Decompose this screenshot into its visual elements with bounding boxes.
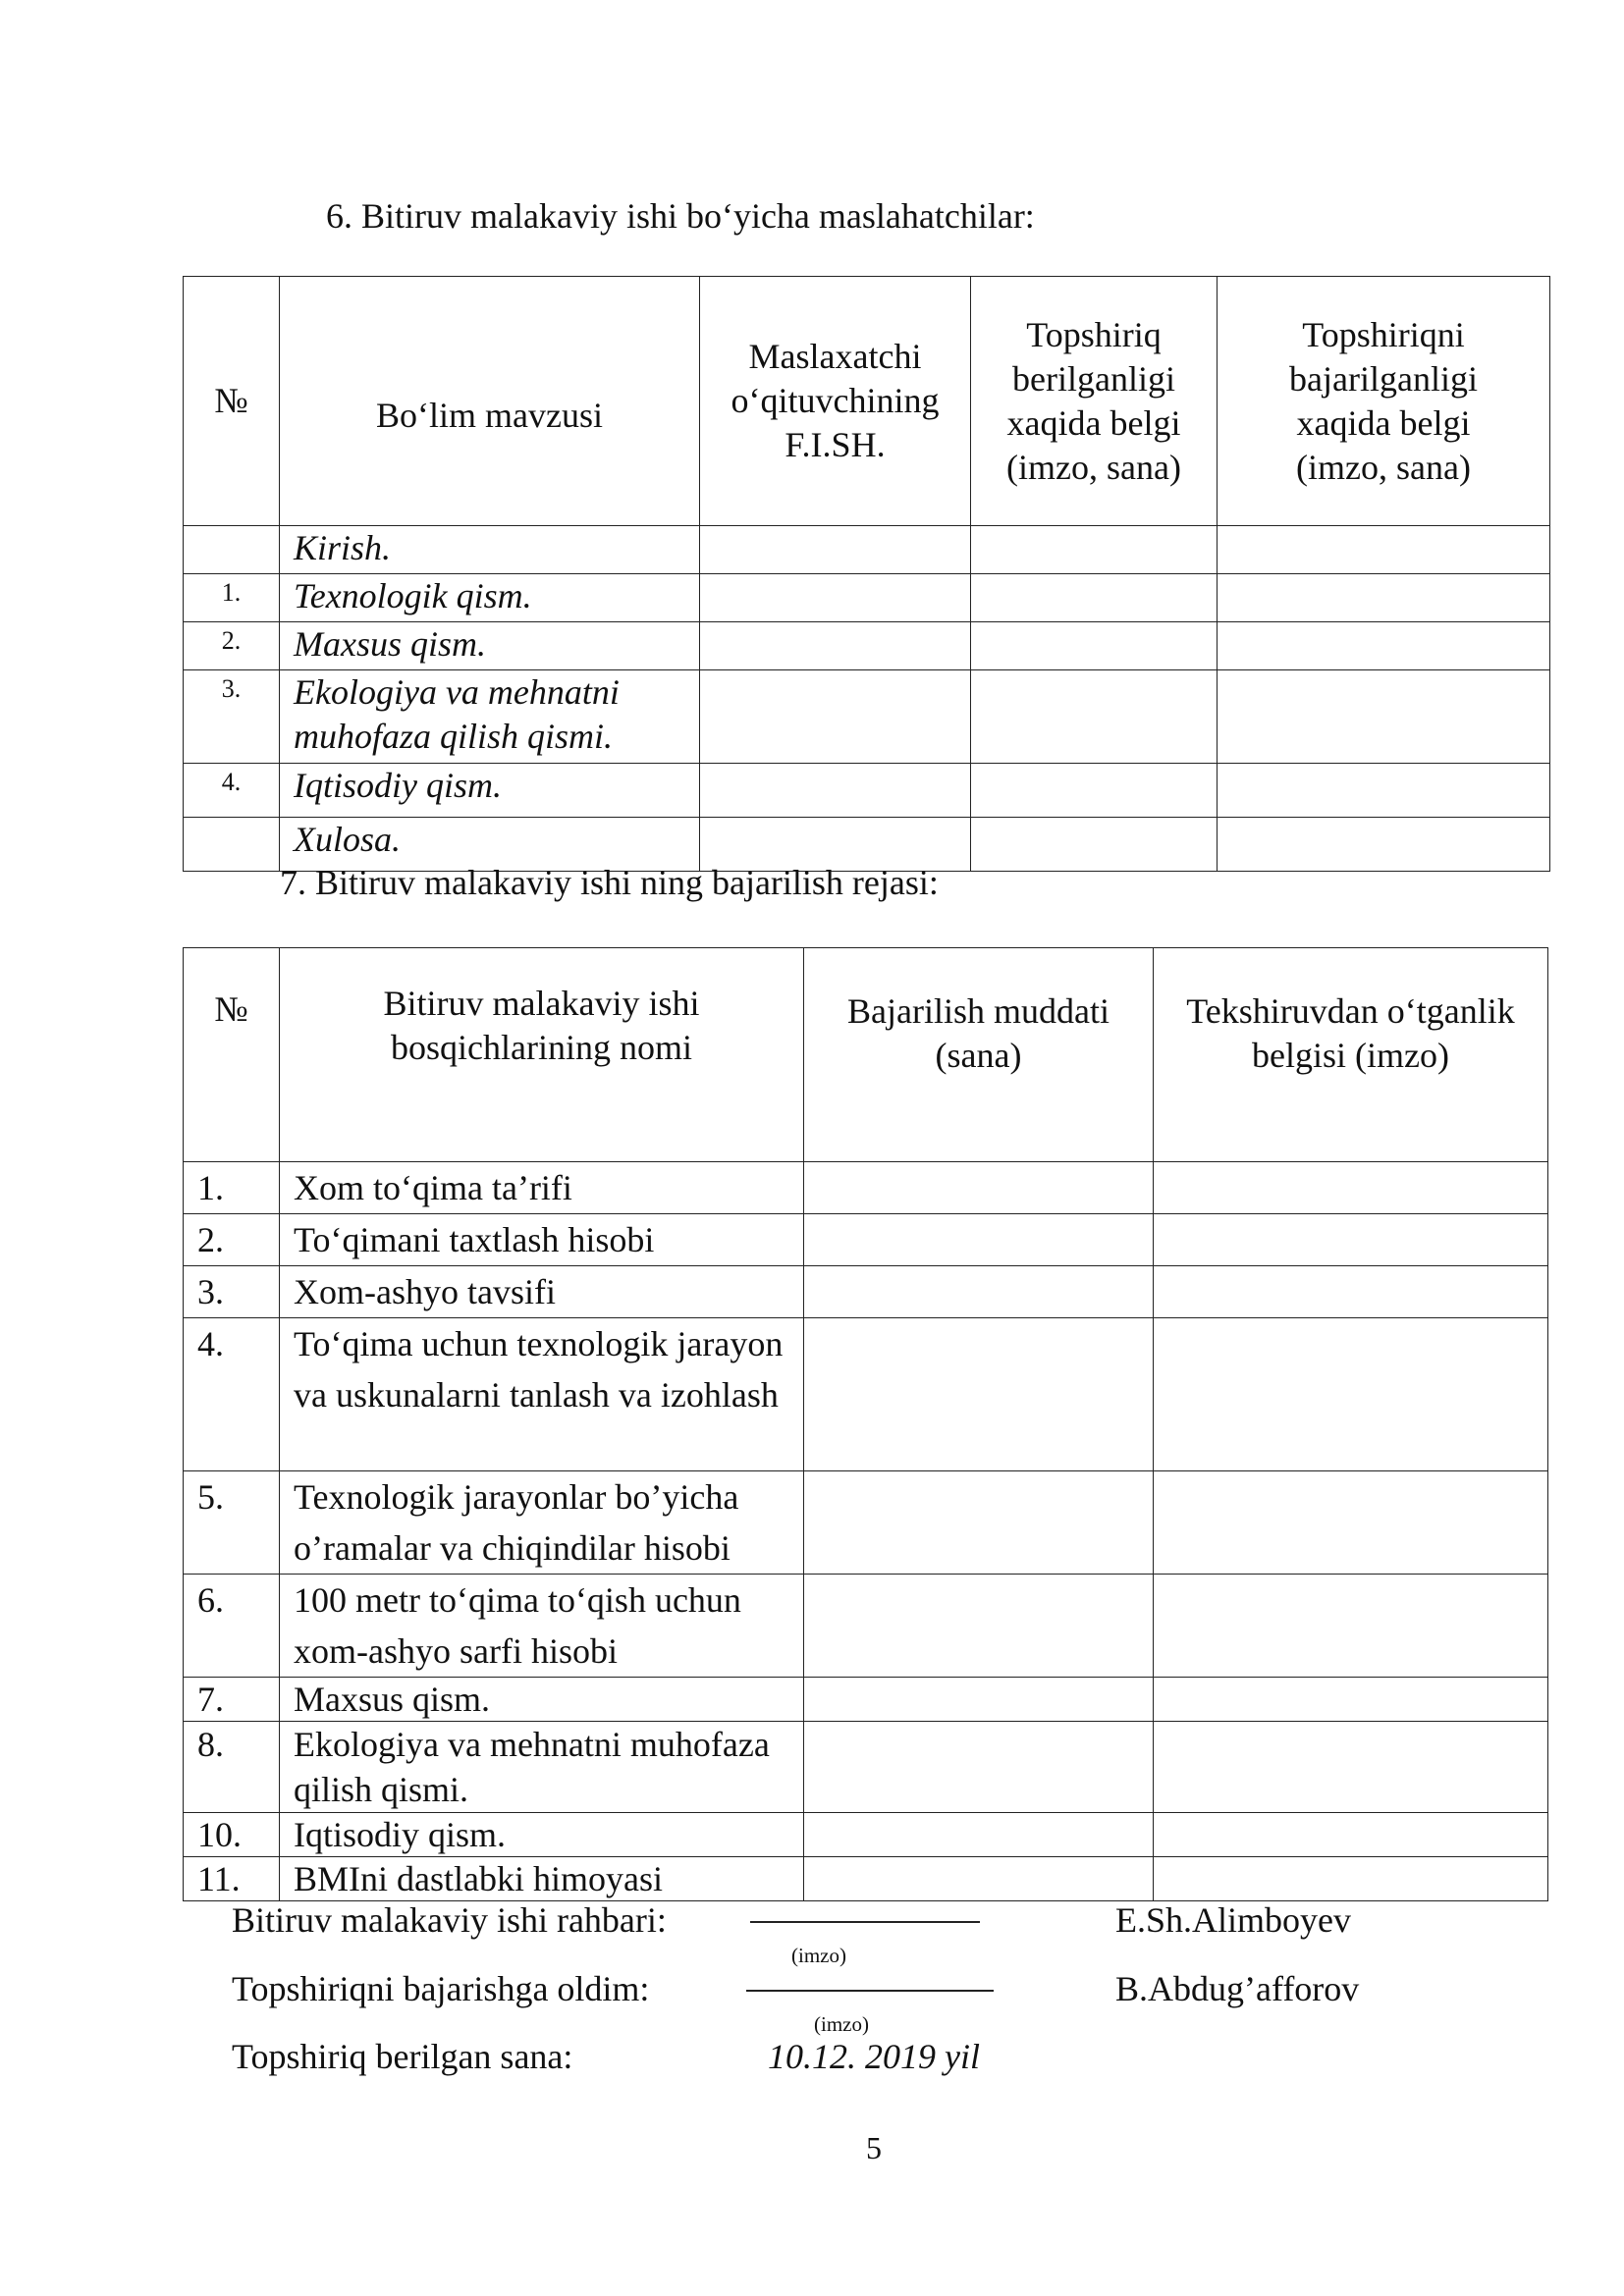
row-number: 3.: [184, 1266, 280, 1318]
table-row: [184, 526, 1550, 574]
row-number: 2.: [184, 622, 280, 670]
completed-cell: [1218, 818, 1550, 872]
row-stage: To‘qimani taxtlash hisobi: [280, 1214, 804, 1266]
table-row: [184, 1857, 1548, 1901]
deadline-cell: [804, 1214, 1154, 1266]
row-stage: Ekologiya va mehnatni muhofaza qilish qismi.: [280, 1722, 804, 1813]
check-cell: [1154, 1214, 1548, 1266]
table-row: [184, 1214, 1548, 1266]
deadline-cell: [804, 1722, 1154, 1813]
advisor-cell: [700, 670, 971, 764]
row-number: 11.: [184, 1857, 280, 1901]
table-row: [184, 622, 1550, 670]
row-topic: Maxsus qism.: [280, 622, 700, 670]
table-row: [184, 1162, 1548, 1214]
row-number: 10.: [184, 1813, 280, 1857]
completed-cell: [1218, 764, 1550, 818]
row-stage: To‘qima uchun texnologik jarayon va uskunalarni tanlash va izohlash: [280, 1318, 804, 1471]
table-row: [184, 1318, 1548, 1471]
completed-cell: [1218, 670, 1550, 764]
col-header-check: Tekshiruvdan o‘tganlik belgisi (imzo): [1154, 948, 1548, 1162]
assigned-cell: [971, 764, 1218, 818]
schedule-table: [183, 947, 1548, 1901]
col-header-assigned: Topshiriq berilganligi xaqida belgi (imzo, sana): [971, 277, 1218, 526]
table-row: [184, 1722, 1548, 1813]
row-number: 4.: [184, 764, 280, 818]
date-value: 10.12. 2019 yil: [768, 2037, 980, 2076]
row-stage: Texnologik jarayonlar bo’yicha o’ramalar va chiqindilar hisobi: [280, 1471, 804, 1575]
row-topic: Iqtisodiy qism.: [280, 764, 700, 818]
advisor-cell: [700, 622, 971, 670]
table-row: [184, 1471, 1548, 1575]
table-row: [184, 670, 1550, 764]
deadline-cell: [804, 1813, 1154, 1857]
check-cell: [1154, 1318, 1548, 1471]
accepted-signature-line: [746, 1990, 994, 1992]
accepted-signature-caption: (imzo): [814, 2012, 869, 2036]
row-number: 3.: [184, 670, 280, 764]
advisor-cell: [700, 764, 971, 818]
row-stage: 100 metr to‘qima to‘qish uchun xom-ashyo sarfi hisobi: [280, 1575, 804, 1678]
accepted-name: B.Abdug’afforov: [1115, 1969, 1360, 2008]
assigned-cell: [971, 574, 1218, 622]
page-number: 5: [866, 2130, 882, 2165]
row-topic: Xulosa.: [280, 818, 700, 872]
check-cell: [1154, 1471, 1548, 1575]
row-stage: Iqtisodiy qism.: [280, 1813, 804, 1857]
table-row: [184, 764, 1550, 818]
supervisor-signature-line: [750, 1921, 980, 1923]
deadline-cell: [804, 1471, 1154, 1575]
table-row: [184, 1575, 1548, 1678]
advisor-cell: [700, 526, 971, 574]
check-cell: [1154, 1722, 1548, 1813]
row-stage: BMIni dastlabki himoyasi: [280, 1857, 804, 1901]
supervisor-signature-caption: (imzo): [791, 1944, 846, 1967]
supervisor-name: E.Sh.Alimboyev: [1115, 1900, 1351, 1940]
deadline-cell: [804, 1266, 1154, 1318]
row-number: [184, 526, 280, 574]
check-cell: [1154, 1678, 1548, 1722]
check-cell: [1154, 1813, 1548, 1857]
advisors-table: [183, 276, 1550, 872]
assigned-cell: [971, 622, 1218, 670]
row-number: 7.: [184, 1678, 280, 1722]
row-stage: Xom-ashyo tavsifi: [280, 1266, 804, 1318]
row-number: [184, 818, 280, 872]
table-row: [184, 574, 1550, 622]
completed-cell: [1218, 526, 1550, 574]
table-row: [184, 1678, 1548, 1722]
table-row: [184, 1813, 1548, 1857]
col-header-deadline: Bajarilish muddati (sana): [804, 948, 1154, 1162]
col-header-advisor: Maslaxatchi o‘qituvchining F.I.SH.: [700, 277, 971, 526]
check-cell: [1154, 1162, 1548, 1214]
section-6-heading: 6. Bitiruv malakaviy ishi bo‘yicha maslahatchilar:: [326, 196, 1035, 236]
check-cell: [1154, 1575, 1548, 1678]
assigned-cell: [971, 526, 1218, 574]
row-topic: Ekologiya va mehnatni muhofaza qilish qismi.: [280, 670, 700, 764]
advisor-cell: [700, 574, 971, 622]
schedule-header-row: [184, 948, 1548, 1162]
row-number: 6.: [184, 1575, 280, 1678]
date-label: Topshiriq berilgan sana:: [232, 2037, 573, 2076]
row-number: 2.: [184, 1214, 280, 1266]
row-topic: Texnologik qism.: [280, 574, 700, 622]
row-number: 4.: [184, 1318, 280, 1471]
row-stage: Maxsus qism.: [280, 1678, 804, 1722]
deadline-cell: [804, 1575, 1154, 1678]
row-number: 1.: [184, 1162, 280, 1214]
table-row: [184, 1266, 1548, 1318]
col-header-number: №: [184, 948, 280, 1162]
completed-cell: [1218, 574, 1550, 622]
col-header-completed: Topshiriqni bajarilganligi xaqida belgi (imzo, sana): [1218, 277, 1550, 526]
assigned-cell: [971, 670, 1218, 764]
deadline-cell: [804, 1162, 1154, 1214]
section-7-heading: 7. Bitiruv malakaviy ishi ning bajarilish rejasi:: [280, 863, 939, 902]
row-stage: Xom to‘qima ta’rifi: [280, 1162, 804, 1214]
row-number: 8.: [184, 1722, 280, 1813]
col-header-stage: Bitiruv malakaviy ishi bosqichlarining nomi: [280, 948, 804, 1162]
assigned-cell: [971, 818, 1218, 872]
row-number: 1.: [184, 574, 280, 622]
check-cell: [1154, 1857, 1548, 1901]
deadline-cell: [804, 1678, 1154, 1722]
completed-cell: [1218, 622, 1550, 670]
supervisor-label: Bitiruv malakaviy ishi rahbari:: [232, 1900, 667, 1940]
row-number: 5.: [184, 1471, 280, 1575]
accepted-label: Topshiriqni bajarishga oldim:: [232, 1969, 650, 2008]
row-topic: Kirish.: [280, 526, 700, 574]
deadline-cell: [804, 1857, 1154, 1901]
advisors-header-row: [184, 277, 1550, 526]
col-header-topic: Bo‘lim mavzusi: [280, 277, 700, 526]
col-header-number: №: [184, 277, 280, 526]
check-cell: [1154, 1266, 1548, 1318]
deadline-cell: [804, 1318, 1154, 1471]
